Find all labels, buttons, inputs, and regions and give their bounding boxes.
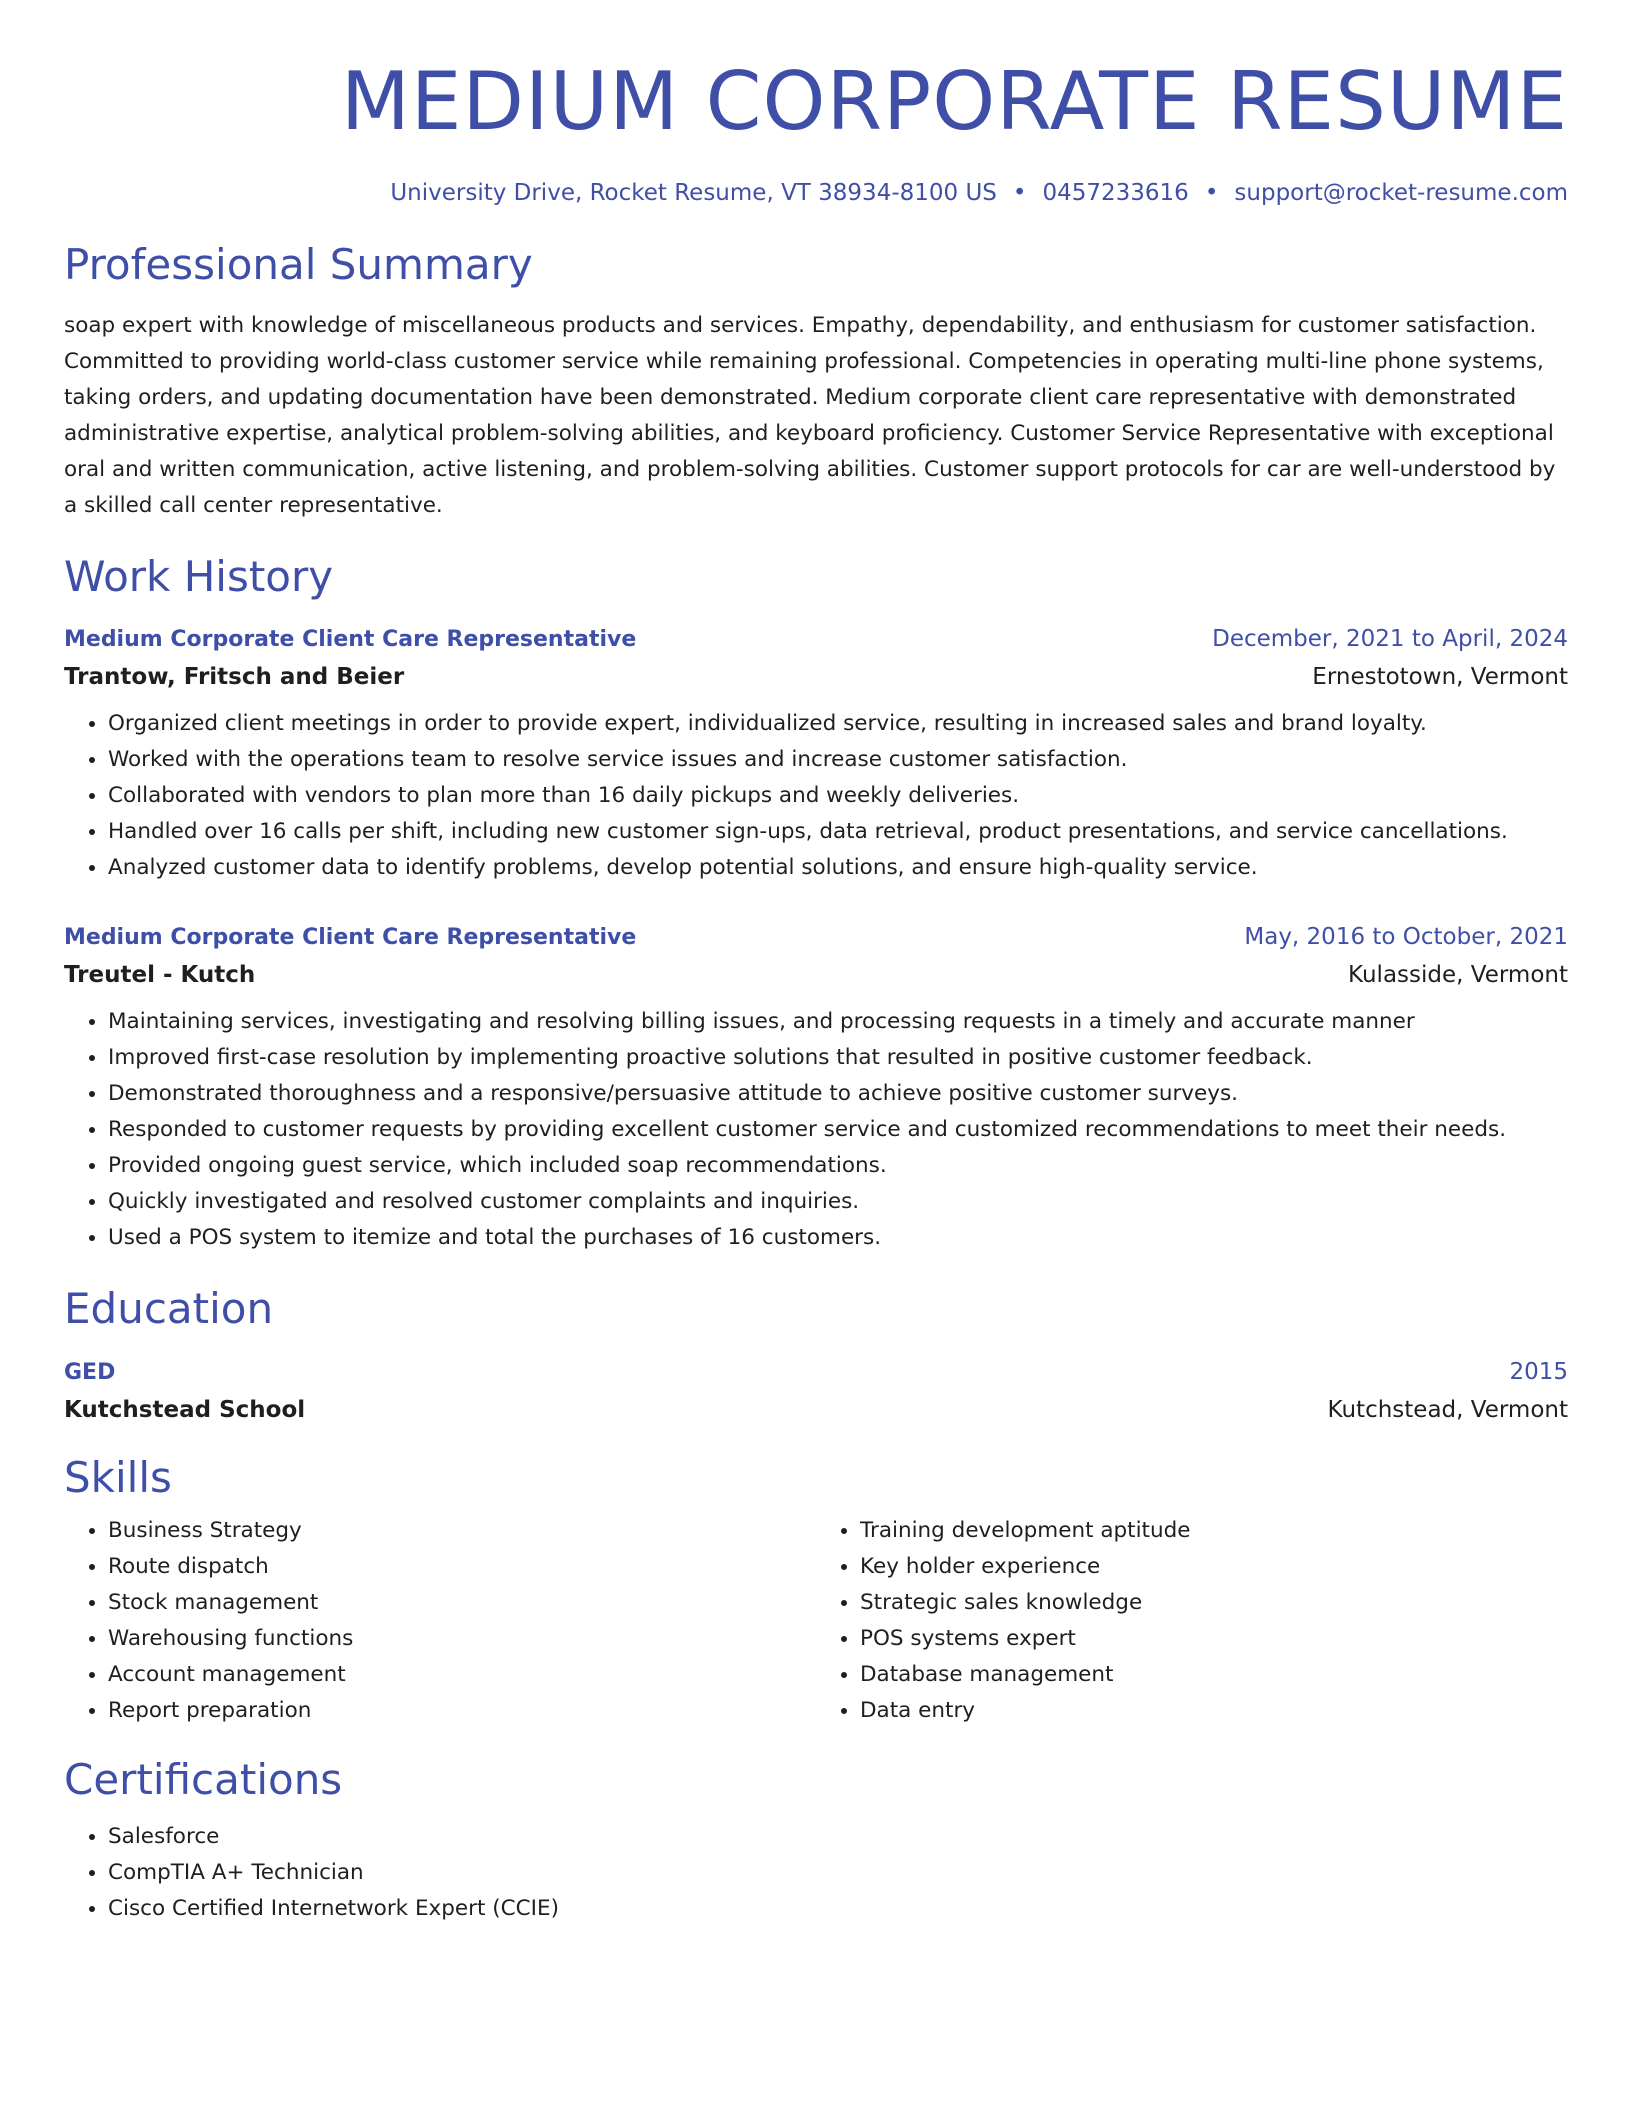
- education-school: Kutchstead School: [64, 1396, 306, 1423]
- skill-item: • POS systems expert: [860, 1621, 1568, 1657]
- job-bullet: • Used a POS system to itemize and total the purchases of 16 customers.: [108, 1220, 1568, 1256]
- job-bullet: • Collaborated with vendors to plan more than 16 daily pickups and weekly deliveries.: [108, 778, 1568, 814]
- job-entry: [64, 626, 1568, 886]
- contact-phone: 0457233616: [1042, 180, 1189, 206]
- skill-item: • Account management: [108, 1657, 816, 1693]
- job-bullet: • Improved first-case resolution by implementing proactive solutions that resulted in positive customer feedback.: [108, 1040, 1568, 1076]
- job-bullet: • Maintaining services, investigating and resolving billing issues, and processing requests in a timely and accurate manner: [108, 1004, 1568, 1040]
- job-bullet: • Organized client meetings in order to provide expert, individualized service, resulting in increased sales and brand loyalty.: [108, 706, 1568, 742]
- job-bullet: • Analyzed customer data to identify problems, develop potential solutions, and ensure high-quality service.: [108, 850, 1568, 886]
- job-company-row: [64, 664, 1568, 690]
- job-bullet: • Demonstrated thoroughness and a responsive/persuasive attitude to achieve positive customer surveys.: [108, 1076, 1568, 1112]
- education-entry: [64, 1359, 1568, 1423]
- job-header-row: [64, 924, 1568, 950]
- contact-separator: •: [1204, 180, 1219, 206]
- skills-list-right: [816, 1513, 1568, 1729]
- job-company: Treutel - Kutch: [64, 962, 256, 989]
- skill-item: • Stock management: [108, 1585, 816, 1621]
- certifications-list: [64, 1819, 1568, 1927]
- contact-address: University Drive, Rocket Resume, VT 38934-8100 US: [390, 180, 997, 206]
- job-title: Medium Corporate Client Care Representative: [64, 627, 637, 653]
- section-title-education: Education: [64, 1284, 274, 1334]
- section-title-skills: Skills: [64, 1452, 172, 1502]
- resume-header: [64, 55, 1568, 206]
- skill-item: • Warehousing functions: [108, 1621, 816, 1657]
- section-title-work-history: Work History: [64, 552, 334, 602]
- education-header-row: [64, 1359, 1568, 1385]
- section-title-summary: Professional Summary: [64, 240, 533, 289]
- job-bullet: • Worked with the operations team to resolve service issues and increase customer satisfaction.: [108, 742, 1568, 778]
- skills-list-left: [64, 1513, 816, 1729]
- job-title: Medium Corporate Client Care Representative: [64, 925, 637, 951]
- job-bullets: [64, 1004, 1568, 1256]
- section-title-certifications: Certifications: [64, 1754, 343, 1804]
- job-header-row: [64, 626, 1568, 652]
- job-bullet: • Provided ongoing guest service, which included soap recommendations.: [108, 1148, 1568, 1184]
- job-bullet: • Quickly investigated and resolved customer complaints and inquiries.: [108, 1184, 1568, 1220]
- education-location: Kutchstead, Vermont: [1327, 1396, 1568, 1423]
- education-degree: GED: [64, 1359, 116, 1385]
- education-school-row: [64, 1397, 1568, 1423]
- job-bullets: [64, 706, 1568, 886]
- skill-item: • Report preparation: [108, 1693, 816, 1729]
- summary-text: soap expert with knowledge of miscellaneous products and services. Empathy, dependability, and enthusiasm for customer satisfaction. Committed to providing world-class customer service while remaining professional. Competencies in operating multi-line phone systems, taking orders, and updating documentation have been demonstrated. Medium corporate client care representative with demonstrated administrative expertise, analytical problem-solving abilities, and keyboard proficiency. Customer Service Representative with exceptional oral and written communication, active listening, and problem-solving abilities. Customer support protocols for car are well-understood by a skilled call center representative.: [64, 313, 1556, 519]
- contact-separator: •: [1012, 180, 1027, 206]
- skill-item: • Key holder experience: [860, 1549, 1568, 1585]
- job-dates: May, 2016 to October, 2021: [1244, 924, 1568, 951]
- job-bullet: • Handled over 16 calls per shift, including new customer sign-ups, data retrieval, product presentations, and service cancellations.: [108, 814, 1568, 850]
- skill-item: • Business Strategy: [108, 1513, 816, 1549]
- certification-item: • Cisco Certified Internetwork Expert (CCIE): [108, 1891, 1568, 1927]
- job-location: Kulasside, Vermont: [1348, 962, 1568, 989]
- certification-item: • Salesforce: [108, 1819, 1568, 1855]
- contact-email: support@rocket-resume.com: [1234, 180, 1568, 206]
- certification-item: • CompTIA A+ Technician: [108, 1855, 1568, 1891]
- skill-item: • Route dispatch: [108, 1549, 816, 1585]
- job-company-row: [64, 962, 1568, 988]
- skill-item: • Strategic sales knowledge: [860, 1585, 1568, 1621]
- job-company: Trantow, Fritsch and Beier: [64, 664, 405, 691]
- job-dates: December, 2021 to April, 2024: [1212, 626, 1568, 653]
- resume-name: MEDIUM CORPORATE RESUME: [340, 55, 1568, 148]
- contact-line: [64, 180, 1568, 206]
- skill-item: • Training development aptitude: [860, 1513, 1568, 1549]
- skills-columns: [64, 1513, 1568, 1729]
- job-bullet: • Responded to customer requests by providing excellent customer service and customized recommendations to meet their needs.: [108, 1112, 1568, 1148]
- skill-item: • Data entry: [860, 1693, 1568, 1729]
- job-location: Ernestotown, Vermont: [1312, 664, 1568, 691]
- skill-item: • Database management: [860, 1657, 1568, 1693]
- education-year: 2015: [1509, 1358, 1568, 1385]
- job-entry: [64, 924, 1568, 1256]
